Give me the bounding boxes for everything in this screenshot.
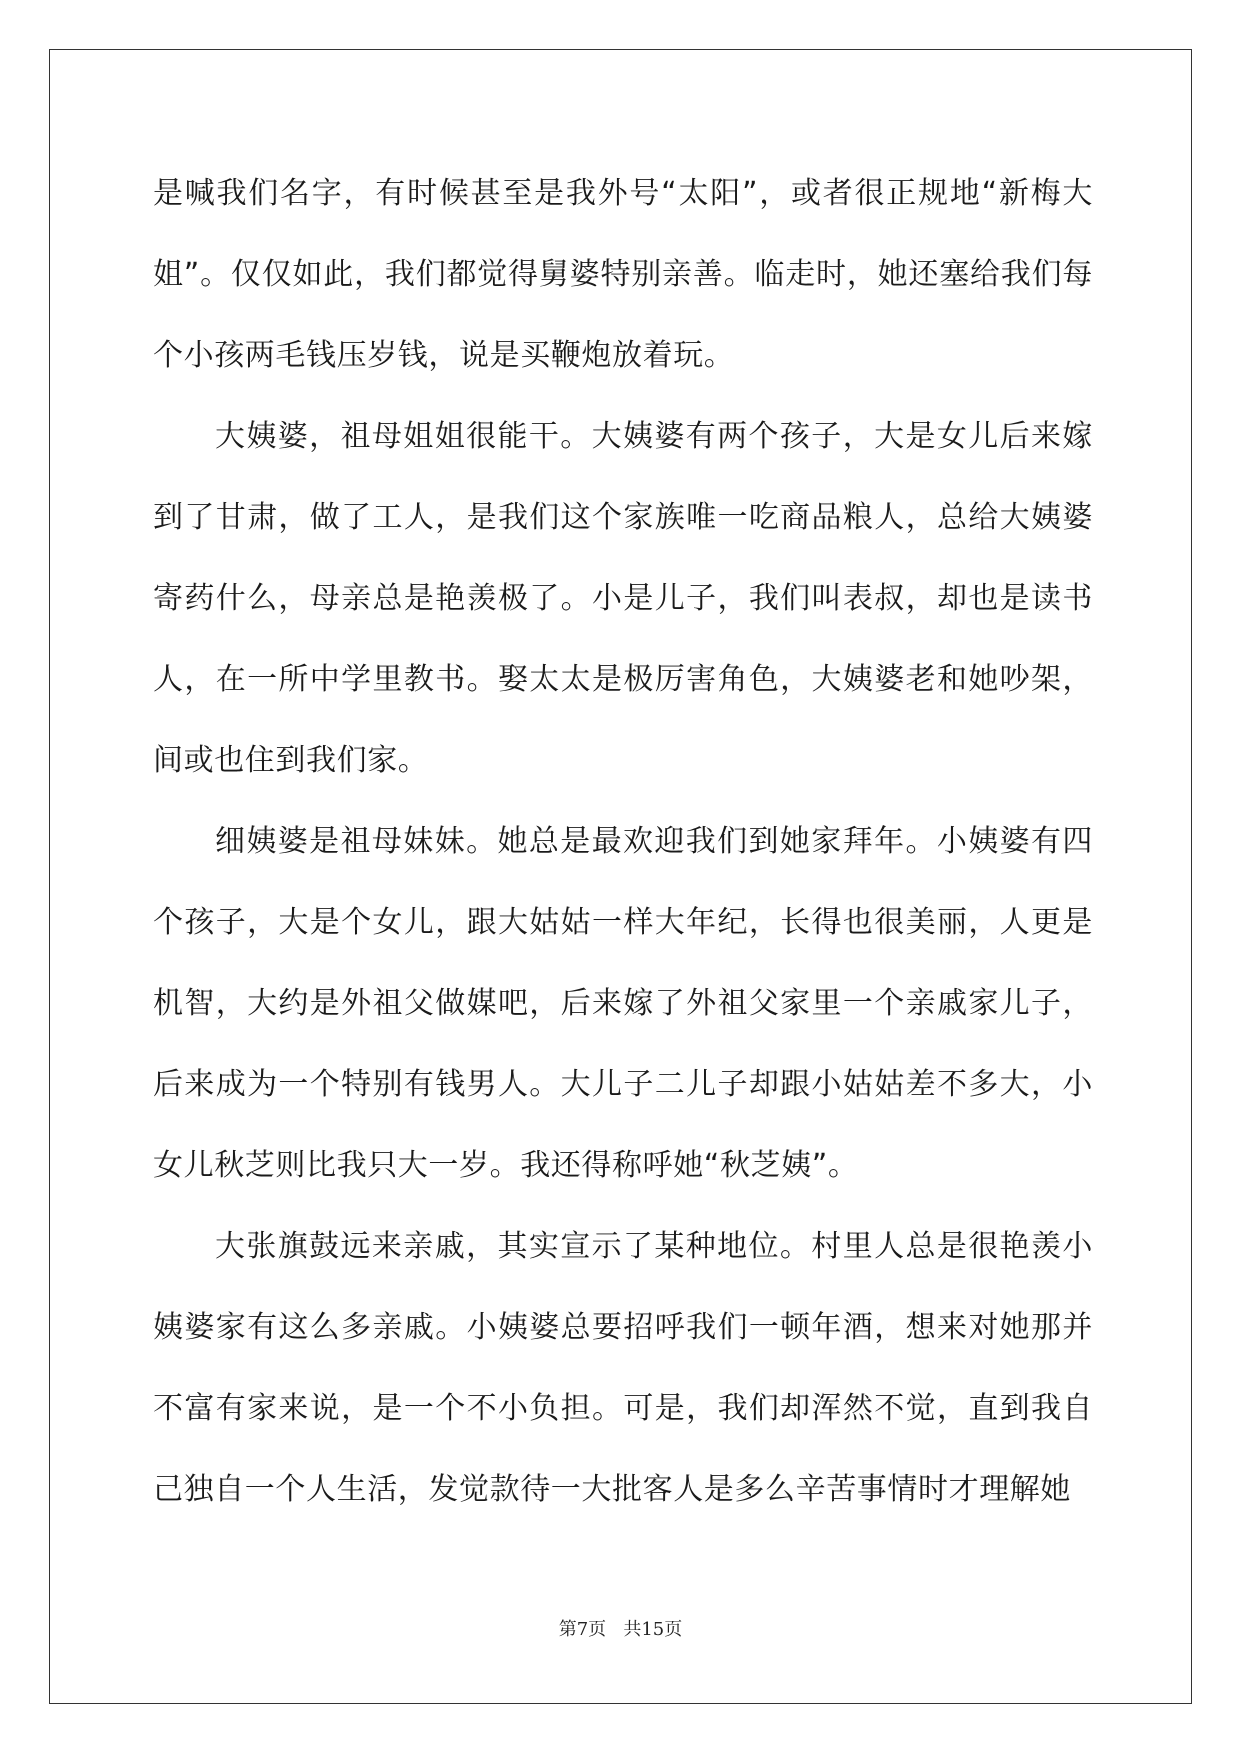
paragraph: 细姨婆是祖母妹妹。她总是最欢迎我们到她家拜年。小姨婆有四个孩子，大是个女儿，跟大姑姑一样大年纪，长得也很美丽，人更是机智，大约是外祖父做媒吧，后来嫁了外祖父家里一个亲戚家儿子，后来成为一个特别有钱男人。大儿子二儿子却跟小姑姑差不多大，小女儿秋芝则比我只大一岁。我还得称呼她“秋芝姨”。 (153, 824, 1093, 1183)
paragraph: 大姨婆，祖母姐姐很能干。大姨婆有两个孩子，大是女儿后来嫁到了甘肃，做了工人，是我们这个家族唯一吃商品粮人，总给大姨婆寄药什么，母亲总是艳羡极了。小是儿子，我们叫表叔，却也是读书人，在一所中学里教书。娶太太是极厉害角色，大姨婆老和她吵架，间或也住到我们家。 (153, 419, 1093, 778)
paragraph: 大张旗鼓远来亲戚，其实宣示了某种地位。村里人总是很艳羡小姨婆家有这么多亲戚。小姨婆总要招呼我们一顿年酒，想来对她那并不富有家来说，是一个不小负担。可是，我们却浑然不觉，直到我自己独自一个人生活，发觉款待一大批客人是多么辛苦事情时才理解她 (153, 1229, 1093, 1507)
page-footer (0, 1618, 1241, 1642)
page-total: 共15页 (623, 1619, 683, 1640)
document-body (153, 153, 1093, 1530)
page-number: 第7页 (558, 1619, 607, 1640)
paragraph: 是喊我们名字，有时候甚至是我外号“太阳”，或者很正规地“新梅大姐”。仅仅如此，我们都觉得舅婆特别亲善。临走时，她还塞给我们每个小孩两毛钱压岁钱，说是买鞭炮放着玩。 (153, 176, 1093, 373)
